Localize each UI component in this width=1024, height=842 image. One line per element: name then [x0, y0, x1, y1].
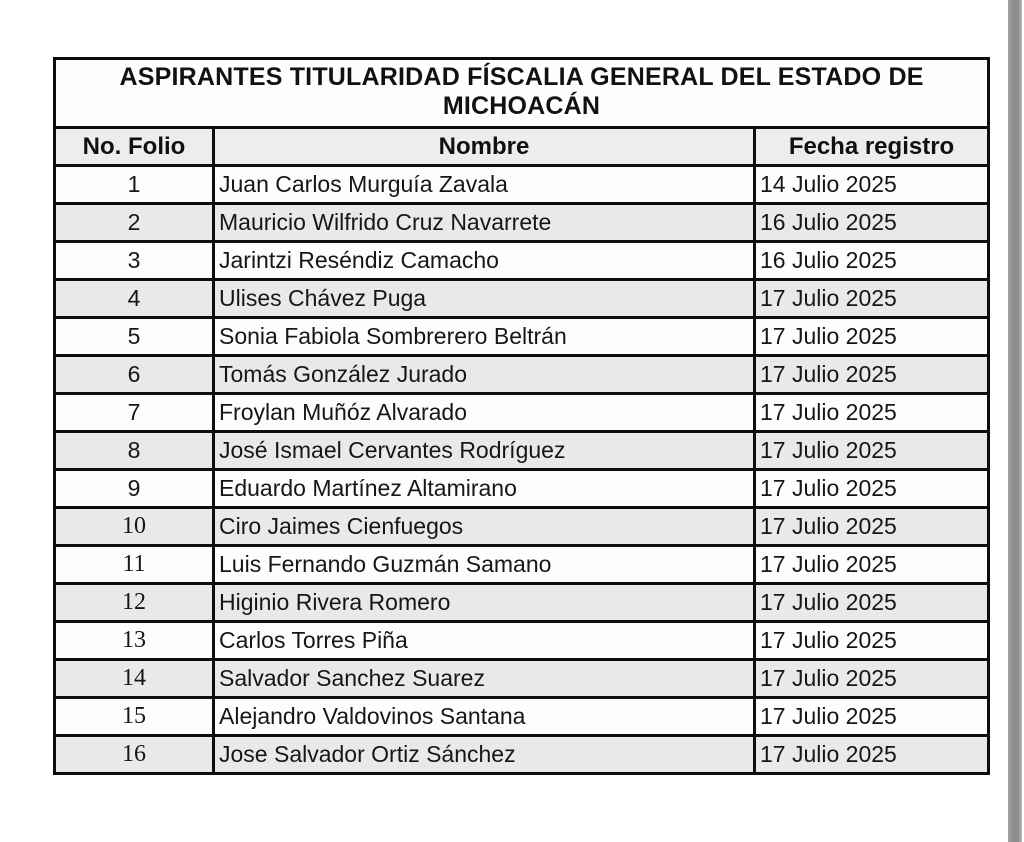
fecha-cell: 17 Julio 2025: [755, 698, 989, 736]
fecha-cell: 17 Julio 2025: [755, 470, 989, 508]
nombre-cell: Luis Fernando Guzmán Samano: [214, 546, 755, 584]
nombre-cell: Tomás González Jurado: [214, 356, 755, 394]
fecha-cell: 17 Julio 2025: [755, 356, 989, 394]
table-row: [55, 546, 989, 584]
nombre-cell: Juan Carlos Murguía Zavala: [214, 166, 755, 204]
nombre-cell: Jarintzi Reséndiz Camacho: [214, 242, 755, 280]
table-title-line-2: MICHOACÁN: [442, 92, 601, 120]
folio-cell: 5: [55, 318, 214, 356]
table-row: [55, 432, 989, 470]
nombre-cell: Eduardo Martínez Altamirano: [214, 470, 755, 508]
fecha-cell: 17 Julio 2025: [755, 622, 989, 660]
nombre-cell: Jose Salvador Ortiz Sánchez: [214, 736, 755, 774]
table-row: [55, 318, 989, 356]
table-row: [55, 698, 989, 736]
table-title: [55, 59, 989, 128]
folio-cell: 7: [55, 394, 214, 432]
fecha-cell: 17 Julio 2025: [755, 584, 989, 622]
nombre-cell: Froylan Muñóz Alvarado: [214, 394, 755, 432]
column-header-row: [55, 128, 989, 166]
folio-cell: 3: [55, 242, 214, 280]
table-row: [55, 356, 989, 394]
folio-cell: 8: [55, 432, 214, 470]
folio-cell: 13: [55, 622, 214, 660]
table-row: [55, 242, 989, 280]
nombre-cell: Carlos Torres Piña: [214, 622, 755, 660]
table-title-line-1: ASPIRANTES TITULARIDAD FÍSCALIA GENERAL DEL ESTADO DE: [119, 63, 924, 91]
fecha-cell: 17 Julio 2025: [755, 318, 989, 356]
table-row: [55, 204, 989, 242]
nombre-cell: José Ismael Cervantes Rodríguez: [214, 432, 755, 470]
folio-cell: 2: [55, 204, 214, 242]
nombre-cell: Ciro Jaimes Cienfuegos: [214, 508, 755, 546]
aspirantes-table: [53, 57, 990, 775]
fecha-cell: 17 Julio 2025: [755, 432, 989, 470]
table-row: [55, 622, 989, 660]
table-row: [55, 736, 989, 774]
nombre-cell: Sonia Fabiola Sombrerero Beltrán: [214, 318, 755, 356]
table-row: [55, 660, 989, 698]
nombre-cell: Salvador Sanchez Suarez: [214, 660, 755, 698]
fecha-cell: 17 Julio 2025: [755, 546, 989, 584]
table-body: [55, 166, 989, 774]
column-header-fecha: Fecha registro: [755, 128, 989, 166]
fecha-cell: 16 Julio 2025: [755, 242, 989, 280]
fecha-cell: 14 Julio 2025: [755, 166, 989, 204]
title-row: [55, 59, 989, 128]
folio-cell: 9: [55, 470, 214, 508]
folio-cell: 4: [55, 280, 214, 318]
fecha-cell: 17 Julio 2025: [755, 394, 989, 432]
column-header-folio: No. Folio: [55, 128, 214, 166]
folio-cell: 14: [55, 660, 214, 698]
column-header-nombre: Nombre: [214, 128, 755, 166]
table-row: [55, 508, 989, 546]
fecha-cell: 17 Julio 2025: [755, 736, 989, 774]
nombre-cell: Alejandro Valdovinos Santana: [214, 698, 755, 736]
table-row: [55, 470, 989, 508]
folio-cell: 11: [55, 546, 214, 584]
folio-cell: 16: [55, 736, 214, 774]
fecha-cell: 17 Julio 2025: [755, 280, 989, 318]
fecha-cell: 17 Julio 2025: [755, 508, 989, 546]
right-edge-bar: [1008, 0, 1022, 842]
folio-cell: 6: [55, 356, 214, 394]
fecha-cell: 17 Julio 2025: [755, 660, 989, 698]
nombre-cell: Higinio Rivera Romero: [214, 584, 755, 622]
folio-cell: 10: [55, 508, 214, 546]
table-row: [55, 280, 989, 318]
table-row: [55, 394, 989, 432]
table-row: [55, 166, 989, 204]
table-row: [55, 584, 989, 622]
folio-cell: 1: [55, 166, 214, 204]
fecha-cell: 16 Julio 2025: [755, 204, 989, 242]
folio-cell: 15: [55, 698, 214, 736]
nombre-cell: Mauricio Wilfrido Cruz Navarrete: [214, 204, 755, 242]
folio-cell: 12: [55, 584, 214, 622]
nombre-cell: Ulises Chávez Puga: [214, 280, 755, 318]
